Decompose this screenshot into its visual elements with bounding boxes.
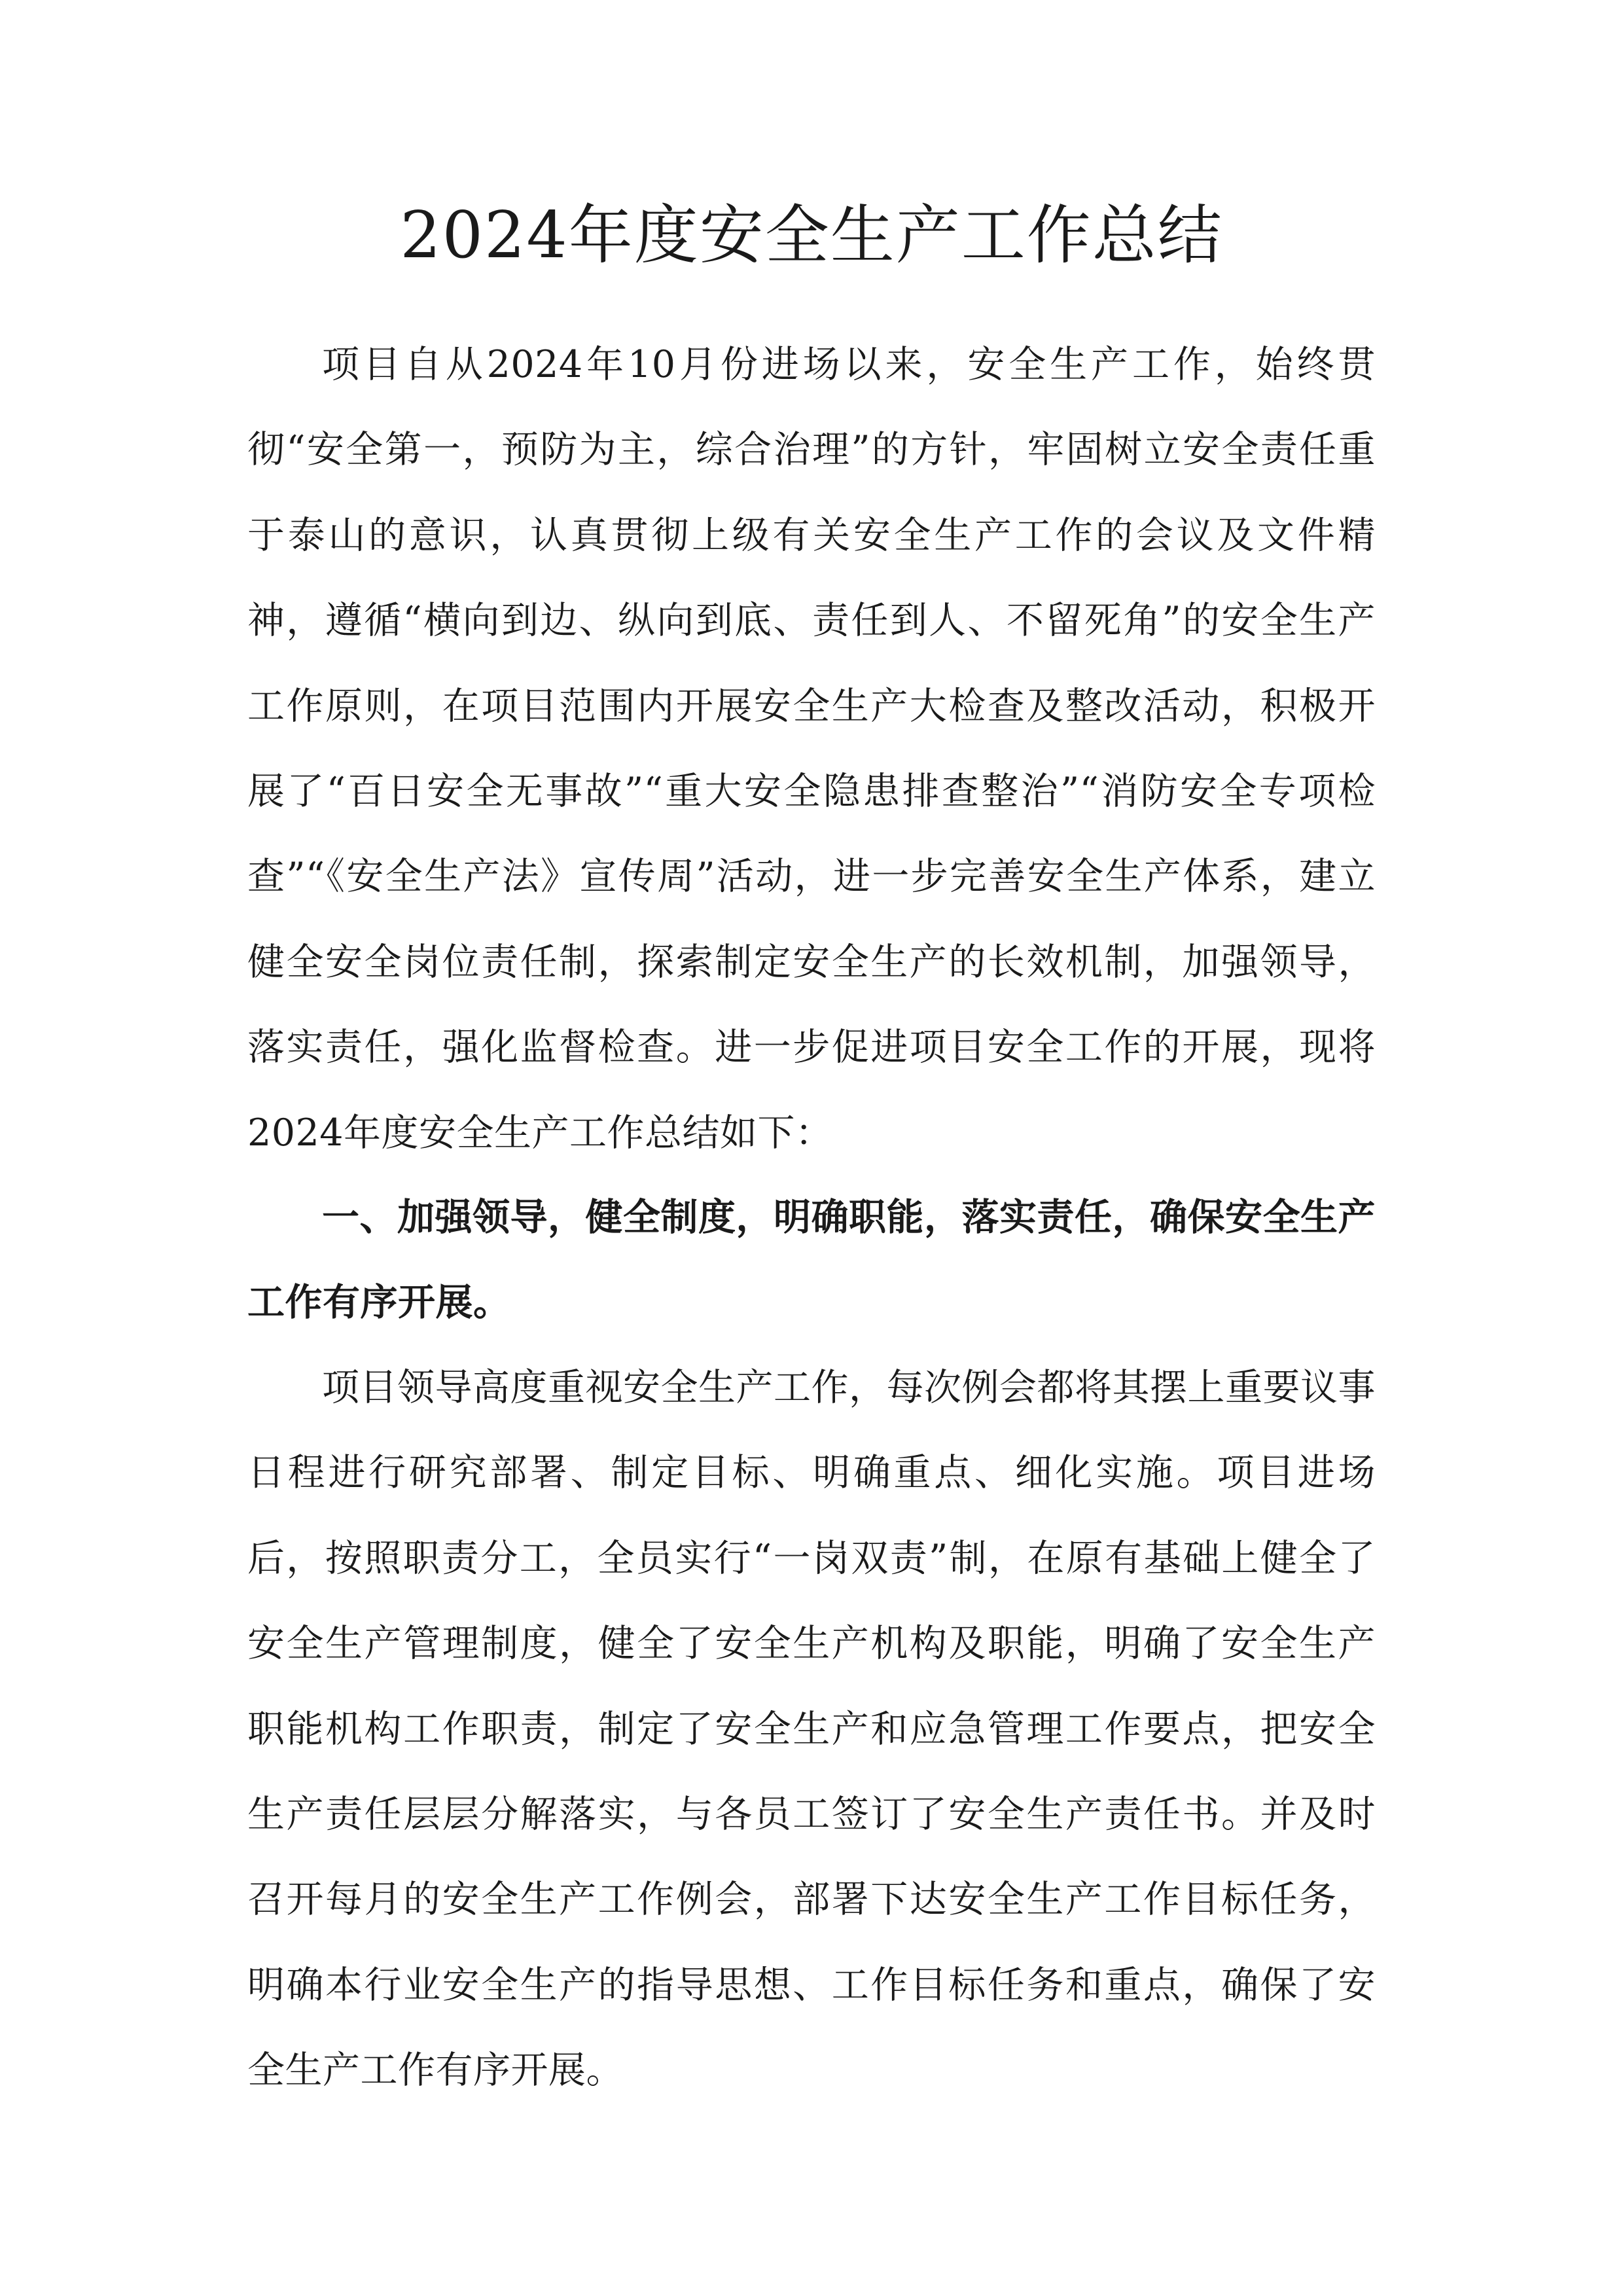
section-1-paragraph: 项目领导高度重视安全生产工作，每次例会都将其摆上重要议事日程进行研究部署、制定目标、明确重点、细化实施。项目进场后，按照职责分工，全员实行“一岗双责”制，在原有基础上健全了安全生产管理制度，健全了安全生产机构及职能，明确了安全生产职能机构工作职责，制定了安全生产和应急管理工作要点，把安全生产责任层层分解落实，与各员工签订了安全生产责任书。并及时召开每月的安全生产工作例会，部署下达安全生产工作目标任务，明确本行业安全生产的指导思想、工作目标任务和重点，确保了安全生产工作有序开展。 <box>247 1366 1376 2092</box>
section-heading-1: 一、加强领导，健全制度，明确职能，落实责任，确保安全生产工作有序开展。 <box>247 1196 1376 1324</box>
intro-paragraph: 项目自从2024年10月份进场以来，安全生产工作，始终贯彻“安全第一，预防为主，综合治理”的方针，牢固树立安全责任重于泰山的意识，认真贯彻上级有关安全生产工作的会议及文件精神，遵循“横向到边、纵向到底、责任到人、不留死角”的安全生产工作原则，在项目范围内开展安全生产大检查及整改活动，积极开展了“百日安全无事故”“重大安全隐患排查整治”“消防安全专项检查”“《安全生产法》宣传周”活动，进一步完善安全生产体系，建立健全安全岗位责任制，探索制定安全生产的长效机制，加强领导，落实责任，强化监督检查。进一步促进项目安全工作的开展，现将2024年度安全生产工作总结如下： <box>247 343 1376 1155</box>
document-title: 2024年度安全生产工作总结 <box>400 198 1223 273</box>
